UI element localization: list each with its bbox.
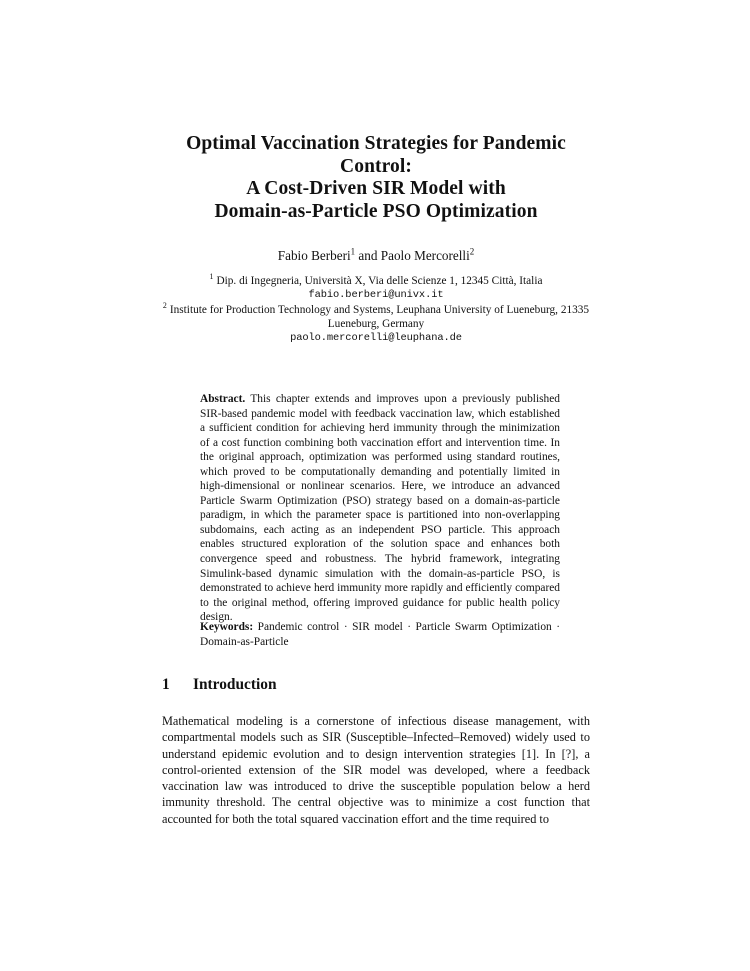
section-title: Introduction <box>193 676 277 693</box>
section-heading-introduction <box>162 675 590 694</box>
abstract-block <box>200 392 560 625</box>
affiliation-1-email[interactable]: fabio.berberi@univx.it <box>308 289 444 302</box>
affiliation-1-marker: 1 <box>209 272 214 282</box>
keywords-text: Pandemic control · SIR model · Particle Swarm Optimization · Domain-as-Particle <box>200 621 560 648</box>
title-line-1: Optimal Vaccination Strategies for Pandemic <box>186 133 566 154</box>
title-line-2: Control: <box>340 155 412 177</box>
affiliation-list <box>162 274 590 345</box>
affiliation-2-text: Institute for Production Technology and Systems, Leuphana University of Lueneburg, 21335 Lueneburg, Germany <box>169 303 590 330</box>
author-one-affiliation-marker: 1 <box>350 246 356 257</box>
author-list <box>162 248 590 264</box>
affiliation-2 <box>162 300 590 332</box>
author-two-name: Paolo Mercorelli <box>380 248 470 263</box>
author-two-affiliation-marker: 2 <box>469 246 475 257</box>
abstract-text: This chapter extends and improves upon a previously published SIR-based pandemic model with feedback vaccination law, which established a sufficient condition for achieving herd immunity through the minimization of a cost function combining both vaccination effort and intervention time. In the original approach, optimization was performed using standard routines, which proved to be computationally demanding and potentially limited in high-dimensional or nonlinear scenarios. Here, we introduce an advanced Particle Swarm Optimization (PSO) strategy based on a domain-as-particle paradigm, in which the parameter space is partitioned into non-overlapping subdomains, each acting as an independent PSO particle. This approach enables structured exploration of the solution space and enhances both convergence speed and robustness. The hybrid framework, integrating Simulink-based dynamic simulation with the domain-as-particle PSO, is demonstrated to achieve herd immunity more rapidly and efficiently compared to the original method, offering improved guidance for public health policy design. <box>200 393 560 624</box>
keywords-label: Keywords: <box>200 621 254 633</box>
affiliation-1 <box>162 274 590 288</box>
paper-title <box>162 133 590 223</box>
affiliation-2-email[interactable]: paolo.mercorelli@leuphana.de <box>290 332 462 345</box>
affiliation-2-marker: 2 <box>162 300 167 310</box>
abstract-label: Abstract. <box>200 393 246 405</box>
title-line-4: Domain-as-Particle PSO Optimization <box>214 200 538 222</box>
section-number: 1 <box>162 676 170 693</box>
author-conjunction: and <box>355 248 381 263</box>
keywords-block <box>200 620 560 649</box>
title-line-3: A Cost-Driven SIR Model with <box>246 178 506 199</box>
introduction-paragraph: Mathematical modeling is a cornerstone of infectious disease management, with compartmental models such as SIR (Susceptible–Infected–Removed) widely used to understand epidemic evolution and to design intervention strategies [1]. In [?], a control-oriented extension of the SIR model was developed, where a feedback vaccination law was introduced to drive the susceptible population below a herd immunity threshold. The central objective was to minimize a cost function that accounted for both the total squared vaccination effort and the time required to <box>162 714 590 826</box>
author-one-name: Fabio Berberi <box>277 248 351 263</box>
affiliation-1-text: Dip. di Ingegneria, Università X, Via delle Scienze 1, 12345 Città, Italia <box>216 275 543 287</box>
